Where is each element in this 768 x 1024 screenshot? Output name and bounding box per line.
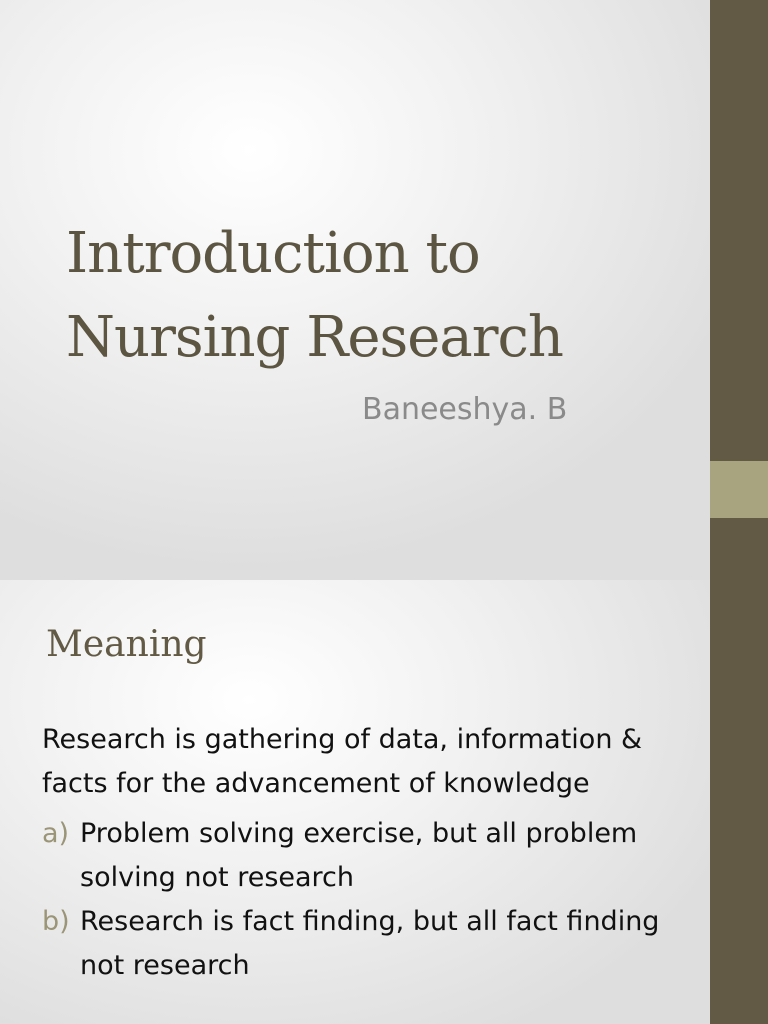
author-name: Baneeshya. B [362,392,568,427]
list-item-text: Problem solving exercise, but all problem solving not research [80,818,638,893]
definition-paragraph: Research is gathering of data, information & facts for the advancement of knowledge [42,724,643,799]
meaning-slide [0,580,710,1024]
slide-heading: Meaning [46,624,207,665]
title-line-1: Introduction to [66,221,480,286]
list-item [42,900,662,988]
list-marker: b) [42,906,70,937]
title-line-2: Nursing Research [66,305,563,370]
list-marker: a) [42,818,70,849]
side-bar-accent [710,461,768,518]
slide-title [66,212,626,380]
list-item [42,812,662,900]
list-item-text: Research is fact finding, but all fact finding not research [80,906,660,981]
side-bar [710,580,768,1024]
slide-body [42,718,662,988]
